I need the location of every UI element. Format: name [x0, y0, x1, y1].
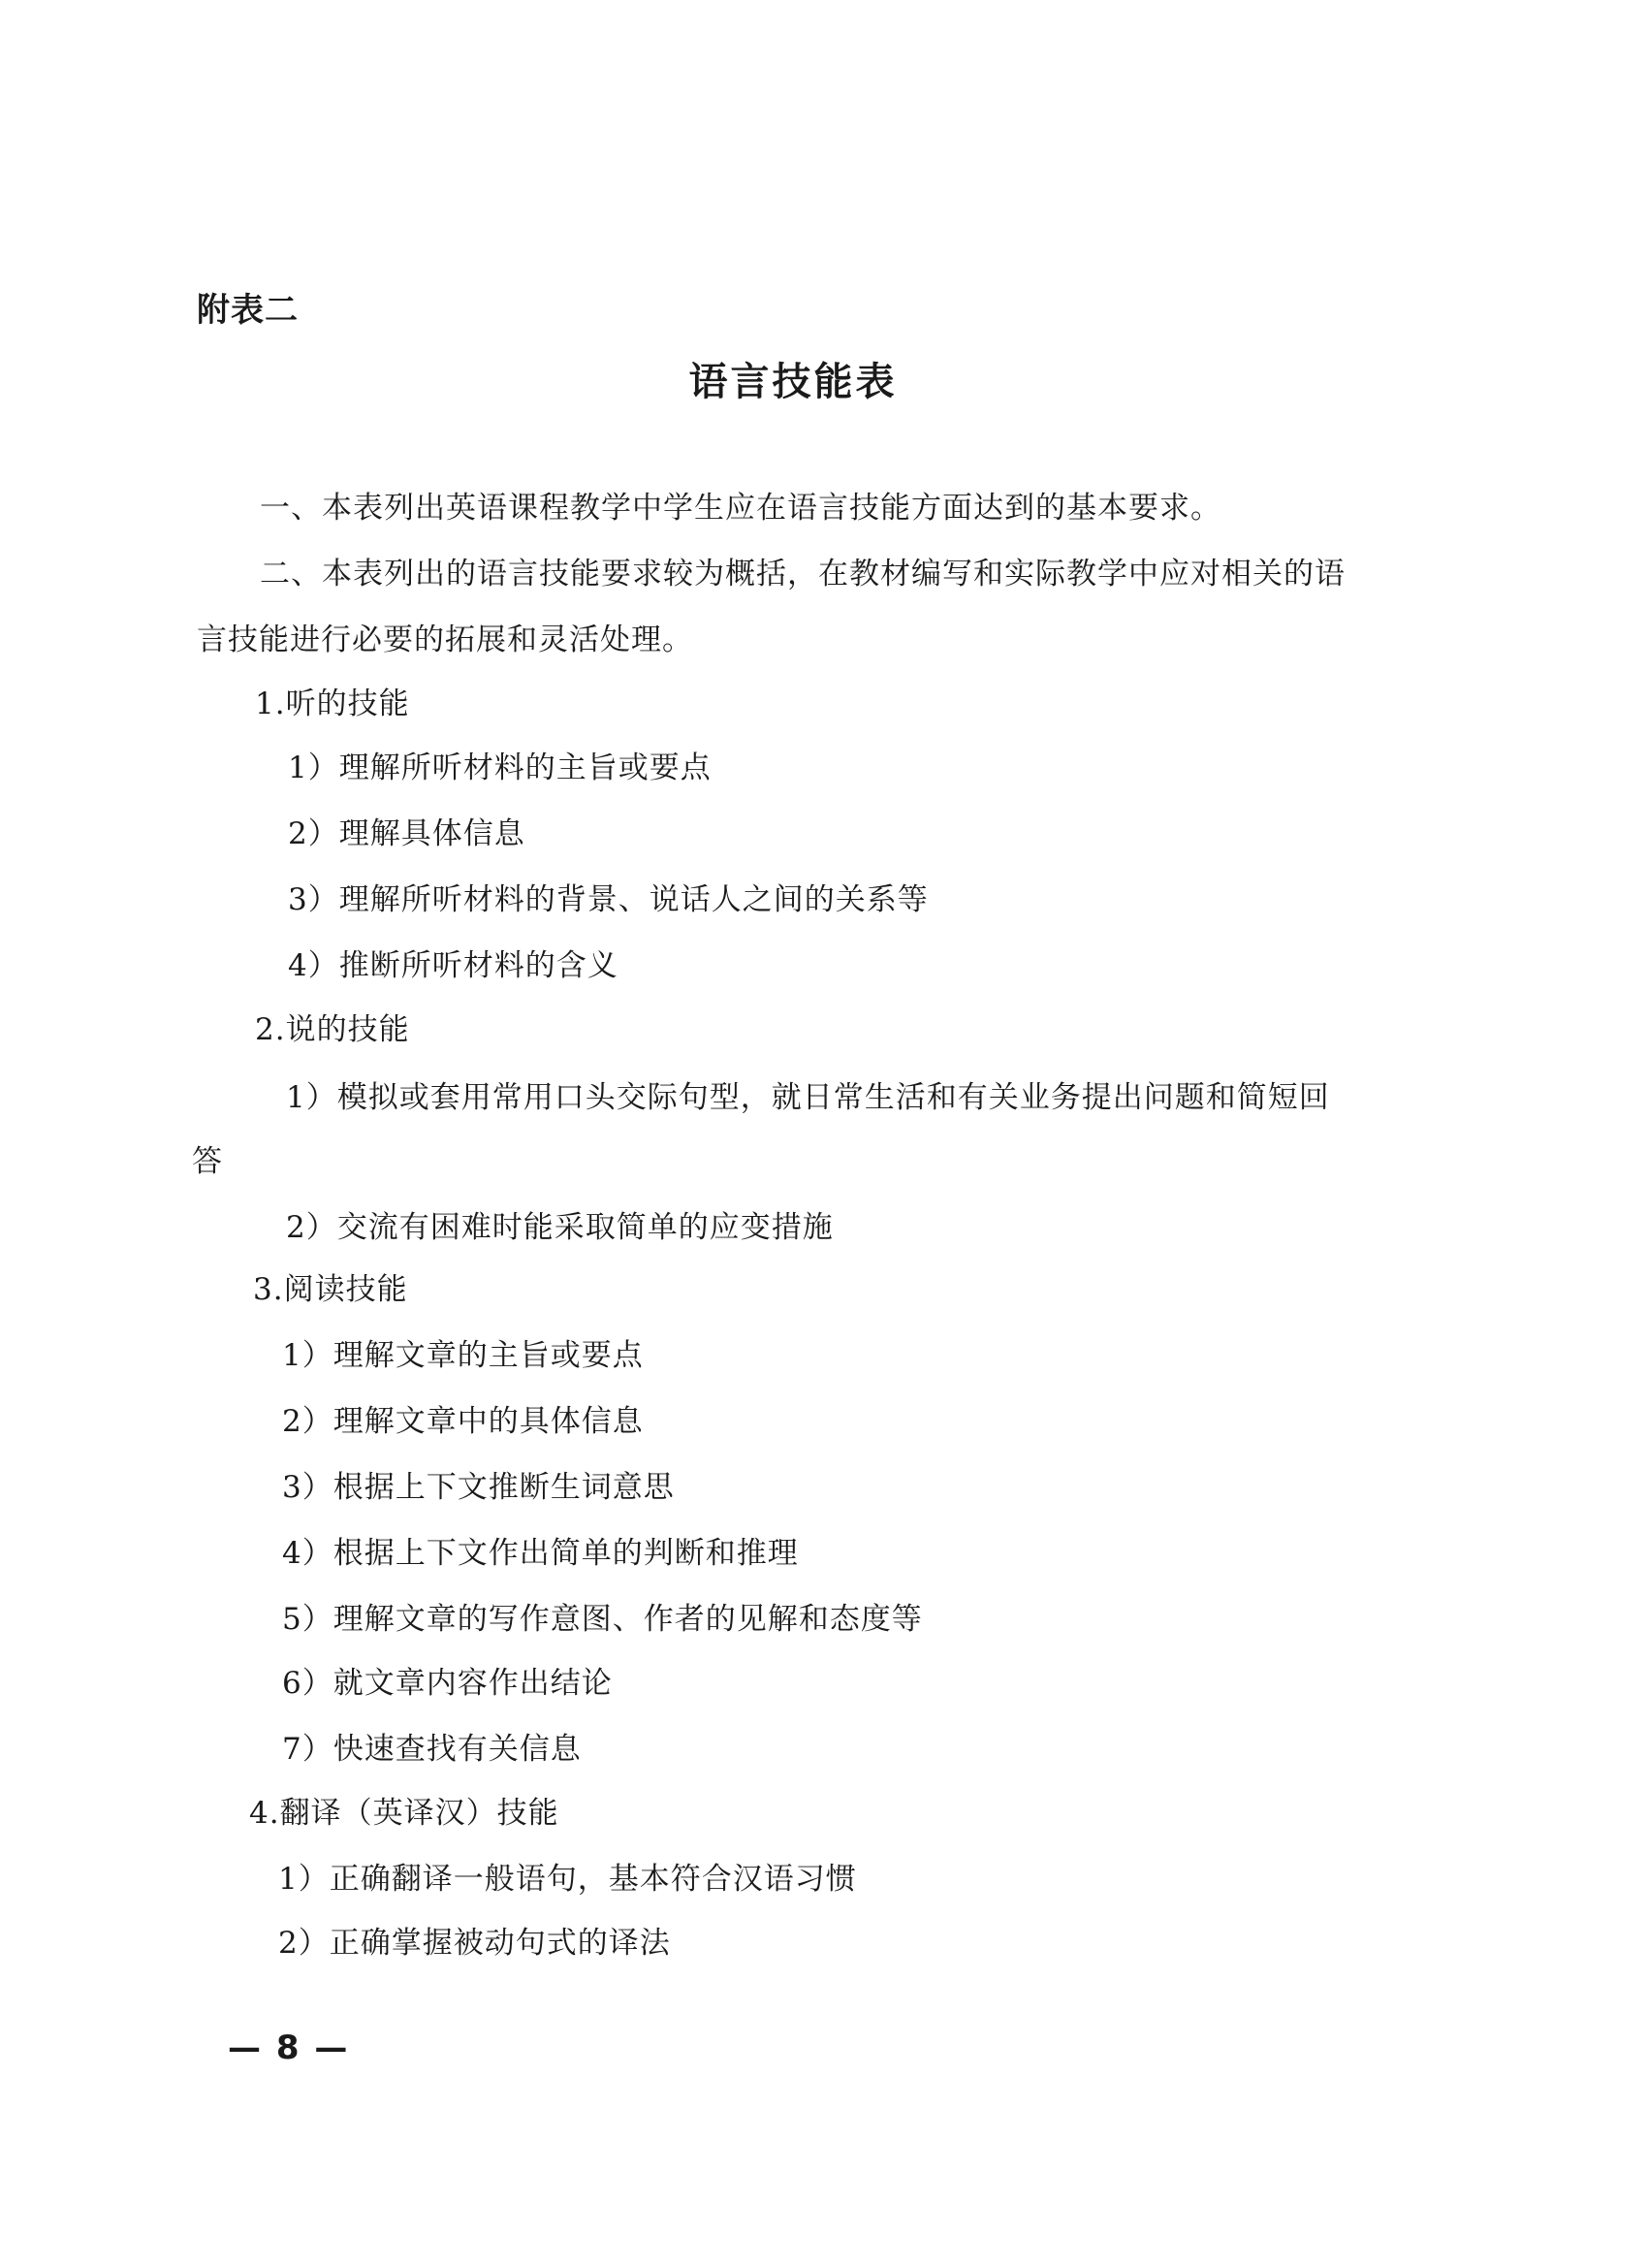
section-heading-translation: 4.翻译（英译汉）技能 — [249, 1796, 559, 1831]
list-item: 1）模拟或套用常用口头交际句型，就日常生活和有关业务提出问题和简短回 — [286, 1080, 1330, 1115]
list-item: 3）根据上下文推断生词意思 — [282, 1470, 675, 1505]
list-item: 4）推断所听材料的含义 — [288, 948, 618, 983]
list-item: 1）正确翻译一般语句，基本符合汉语习惯 — [278, 1862, 857, 1897]
list-item: 3）理解所听材料的背景、说话人之间的关系等 — [288, 882, 929, 917]
list-item: 2）理解文章中的具体信息 — [282, 1404, 644, 1439]
intro-paragraph-1: 一、本表列出英语课程教学中学生应在语言技能方面达到的基本要求。 — [260, 491, 1221, 526]
list-item: 2）交流有困难时能采取简单的应变措施 — [286, 1210, 834, 1245]
list-item: 2）正确掌握被动句式的译法 — [278, 1926, 671, 1961]
intro-paragraph-2-line-2: 言技能进行必要的拓展和灵活处理。 — [197, 623, 693, 657]
intro-paragraph-2-line-1: 二、本表列出的语言技能要求较为概括，在教材编写和实际教学中应对相关的语 — [260, 557, 1346, 591]
list-item: 6）就文章内容作出结论 — [282, 1666, 613, 1701]
list-item: 1）理解文章的主旨或要点 — [282, 1338, 644, 1373]
section-heading-reading: 3.阅读技能 — [253, 1272, 408, 1307]
section-heading-listening: 1.听的技能 — [255, 687, 410, 721]
list-item: 1）理解所听材料的主旨或要点 — [288, 751, 712, 785]
page-title: 语言技能表 — [688, 360, 898, 404]
list-item: 7）快速查找有关信息 — [282, 1732, 582, 1767]
list-item: 5）理解文章的写作意图、作者的见解和态度等 — [282, 1602, 923, 1637]
annex-label: 附表二 — [197, 291, 299, 330]
list-item: 2）理解具体信息 — [288, 816, 525, 851]
page-number: — 8 — — [228, 2028, 350, 2067]
list-item: 4）根据上下文作出简单的判断和推理 — [282, 1536, 799, 1571]
section-heading-speaking: 2.说的技能 — [255, 1012, 410, 1047]
list-item-continuation: 答 — [192, 1144, 223, 1179]
